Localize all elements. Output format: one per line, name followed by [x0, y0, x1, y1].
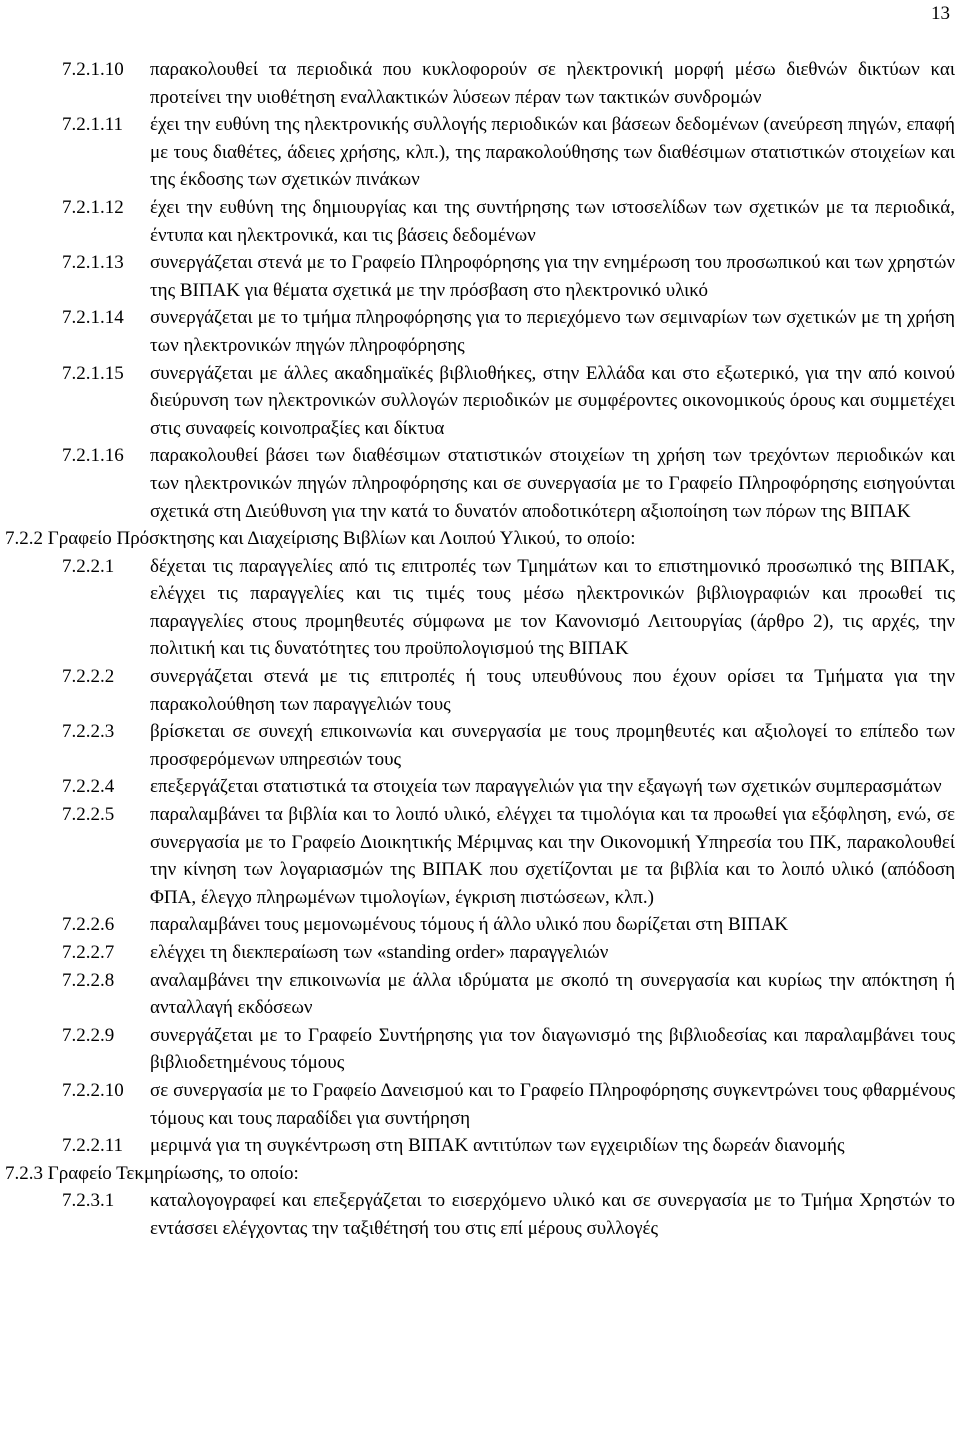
clause-7-2-2-3 — [0, 718, 955, 773]
clause-7-2-2-7 — [0, 939, 955, 967]
clause-text: σε συνεργασία με το Γραφείο Δανεισμού και το Γραφείο Πληροφόρησης συγκεντρώνει τους φθαρμένους τόμους και τους παραδίδει για συντήρηση — [150, 1079, 955, 1129]
clause-7-2-2-2 — [0, 663, 955, 718]
clause-number: 7.2.2.11 — [62, 1135, 124, 1157]
clause-7-2-2-1 — [0, 553, 955, 663]
clause-text: έχει την ευθύνη της ηλεκτρονικής συλλογής περιοδικών και βάσεων δεδομένων (ανεύρεση πηγών, επαφή με τους διαθέτες, άδειες χρήσης, κλπ.), της παρακολούθησης των διαθέσιμων στατιστικών στοιχείων και της έκδοσης των σχετικών πινάκων — [150, 114, 955, 191]
clause-7-2-2-4 — [0, 773, 955, 801]
clause-number: 7.2.1.14 — [62, 307, 124, 329]
clause-text: επεξεργάζεται στατιστικά τα στοιχεία των παραγγελιών για την εξαγωγή των σχετικών συμπερασμάτων — [150, 776, 942, 798]
page-number: 13 — [931, 3, 950, 24]
clause-7-2-2-10 — [0, 1077, 955, 1132]
clause-text: μεριμνά για τη συγκέντρωση στη ΒΙΠΑΚ αντιτύπων των εγχειριδίων της δωρεάν διανομής — [150, 1135, 845, 1157]
clause-7-2-1-10 — [0, 56, 955, 111]
clause-number: 7.2.2.8 — [62, 969, 115, 991]
clause-7-2-2-6 — [0, 911, 955, 939]
clause-text: συνεργάζεται με το Γραφείο Συντήρησης για τον διαγωνισμό της βιβλιοδεσίας και παραλαμβάνει τους βιβλιοδετημένους τόμους — [150, 1024, 955, 1074]
document-body — [0, 56, 960, 1243]
clause-number: 7.2.3.1 — [62, 1190, 115, 1212]
clause-text: βρίσκεται σε συνεχή επικοινωνία και συνεργασία με τους προμηθευτές και αξιολογεί το επίπεδο των προσφερόμενων υπηρεσιών τους — [150, 721, 955, 770]
clause-number: 7.2.2.1 — [62, 555, 115, 577]
clause-text: αναλαμβάνει την επικοινωνία με άλλα ιδρύματα με σκοπό τη συνεργασία και κυρίως την απόκτηση ή ανταλλαγή εκδόσεων — [150, 969, 955, 1019]
clause-text: συνεργάζεται με άλλες ακαδημαϊκές βιβλιοθήκες, στην Ελλάδα και στο εξωτερικό, για την από κοινού διεύρυνση των ηλεκτρονικών συλλογών περιοδικών με συμφέροντες οικονομικούς όρους και συμμετέχει στις συναφείς κοινοπραξίες και δίκτυα — [150, 362, 955, 439]
clause-text: συνεργάζεται με το τμήμα πληροφόρησης για το περιεχόμενο των σεμιναρίων των σχετικών με τη χρήση των ηλεκτρονικών πηγών πληροφόρησης — [150, 307, 955, 356]
clause-text: δέχεται τις παραγγελίες από τις επιτροπές των Τμημάτων και το επιστημονικό προσωπικό της ΒΙΠΑΚ, ελέγχει τις παραγγελίες και τις τιμές τους μέσω ηλεκτρονικών βιβλιογραφιών και προωθεί τις παραγγελίες στους προμηθευτές σύμφωνα με τον Κανονισμό Λειτουργίας (άρθρο 2), τις αρχές, την πολιτική και τις δυνατότητες του προϋπολογισμού της ΒΙΠΑΚ — [150, 555, 955, 660]
section-heading-7-2-3 — [0, 1160, 955, 1188]
clause-text: παρακολουθεί τα περιοδικά που κυκλοφορούν σε ηλεκτρονική μορφή μέσω διεθνών δικτύων και προτείνει την υιοθέτηση εναλλακτικών λύσεων πέραν των τακτικών συνδρομών — [150, 59, 955, 108]
clause-7-2-3-1 — [0, 1187, 955, 1242]
clause-number: 7.2.1.12 — [62, 196, 124, 218]
section-title: Γραφείο Πρόσκτησης και Διαχείρισης Βιβλίων και Λοιπού Υλικού, το οποίο: — [47, 528, 636, 550]
clause-number: 7.2.1.15 — [62, 362, 124, 384]
clause-7-2-2-11 — [0, 1132, 955, 1160]
section-title: Γραφείο Τεκμηρίωσης, το οποίο: — [47, 1162, 299, 1184]
clause-number: 7.2.1.13 — [62, 252, 124, 274]
clause-number: 7.2.1.16 — [62, 445, 124, 467]
clause-text: καταλογογραφεί και επεξεργάζεται το εισερχόμενο υλικό και σε συνεργασία με το Τμήμα Χρηστών το εντάσσει ελέγχοντας την ταξιθέτησή του στις επί μέρους συλλογές — [150, 1190, 955, 1239]
clause-7-2-2-8 — [0, 967, 955, 1022]
clause-7-2-1-13 — [0, 249, 955, 304]
clause-text: παραλαμβάνει τα βιβλία και το λοιπό υλικό, ελέγχει τα τιμολόγια και τα προωθεί για εξόφληση, ενώ, σε συνεργασία με το Γραφείο Διοικητικής Μέριμνας και την Οικονομική Υπηρεσία του ΠΚ, παρακολουθεί την κίνηση των λογαριασμών της ΒΙΠΑΚ που σχετίζονται με τα βιβλία και το λοιπό υλικό (απόδοση ΦΠΑ, έλεγχο πληρωμένων τιμολογίων, έγκριση πιστώσεων, κλπ.) — [150, 804, 955, 908]
clause-number: 7.2.2.5 — [62, 804, 115, 826]
section-number: 7.2.3 — [5, 1162, 43, 1184]
clause-number: 7.2.2.3 — [62, 721, 115, 743]
clause-text: ελέγχει τη διεκπεραίωση των «standing order» παραγγελιών — [150, 942, 609, 963]
clause-text: παραλαμβάνει τους μεμονωμένους τόμους ή άλλο υλικό που δωρίζεται στη ΒΙΠΑΚ — [150, 914, 789, 936]
clause-7-2-1-15 — [0, 360, 955, 443]
section-heading-7-2-2 — [0, 525, 955, 553]
clause-number: 7.2.2.4 — [62, 776, 115, 798]
clause-7-2-1-16 — [0, 442, 955, 525]
clause-number: 7.2.2.10 — [62, 1079, 124, 1101]
clause-number: 7.2.1.11 — [62, 114, 124, 136]
clause-number: 7.2.2.9 — [62, 1024, 115, 1046]
clause-7-2-1-12 — [0, 194, 955, 249]
clause-text: έχει την ευθύνη της δημιουργίας και της συντήρησης των ιστοσελίδων των σχετικών με τα περιοδικά, έντυπα και ηλεκτρονικά, και τις βάσεις δεδομένων — [150, 196, 955, 246]
clause-text: συνεργάζεται στενά με το Γραφείο Πληροφόρησης για την ενημέρωση του προσωπικού και των χρηστών της ΒΙΠΑΚ για θέματα σχετικά με την πρόσβαση στο ηλεκτρονικό υλικό — [150, 252, 955, 301]
clause-7-2-2-5 — [0, 801, 955, 911]
clause-number: 7.2.2.2 — [62, 666, 115, 688]
clause-number: 7.2.2.6 — [62, 914, 115, 936]
section-number: 7.2.2 — [5, 528, 43, 550]
clause-7-2-1-14 — [0, 304, 955, 359]
clause-number: 7.2.1.10 — [62, 59, 124, 80]
clause-text: παρακολουθεί βάσει των διαθέσιμων στατιστικών στοιχείων τη χρήση των τρεχόντων περιοδικών και των ηλεκτρονικών πηγών πληροφόρησης και σε συνεργασία με το Γραφείο Πληροφόρησης εισηγούνται σχετικά στη Διεύθυνση για την κατά το δυνατόν αποδοτικότερη αξιοποίηση των πόρων της ΒΙΠΑΚ — [150, 445, 955, 522]
clause-7-2-1-11 — [0, 111, 955, 194]
clause-7-2-2-9 — [0, 1022, 955, 1077]
clause-number: 7.2.2.7 — [62, 942, 115, 963]
clause-text: συνεργάζεται στενά με τις επιτροπές ή τους υπευθύνους που έχουν ορίσει τα Τμήματα για την παρακολούθηση των παραγγελιών τους — [150, 666, 955, 715]
